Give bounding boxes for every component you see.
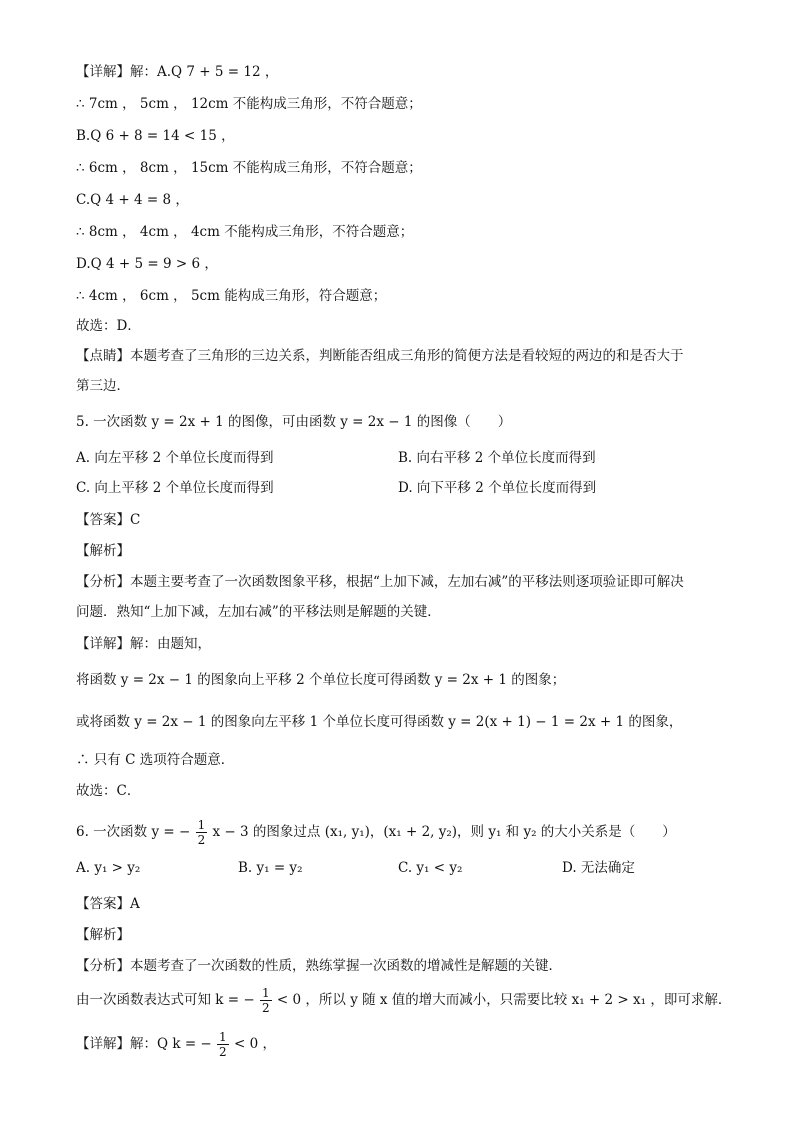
q6-option-c: C. y₁ < y₂ xyxy=(398,860,463,876)
q6-analysis-cont xyxy=(76,986,731,1015)
q5-option-c: C. 向上平移 2 个单位长度而得到 xyxy=(76,480,274,496)
text-line: ∴ 7cm ， 5cm ， 12cm 不能构成三角形，不符合题意； xyxy=(76,96,422,112)
fraction-numerator: 1 xyxy=(261,986,270,1000)
fraction-denominator: 2 xyxy=(219,1045,227,1059)
q5-analysis-heading: 【解析】 xyxy=(76,543,130,559)
text-line: B.Q 6 + 8 = 14 < 15 ， xyxy=(76,128,235,144)
q6-detail xyxy=(76,1030,276,1059)
q5-analysis-cont: 问题．熟知“上加下减，左加右减”的平移法则是解题的关键． xyxy=(76,604,441,620)
q6-detail-post: < 0 ， xyxy=(233,1036,276,1052)
text-line: D.Q 4 + 5 = 9 > 6 ， xyxy=(76,256,218,272)
fraction xyxy=(196,818,208,847)
q6-analysis-heading: 【解析】 xyxy=(76,927,130,943)
q5-detail: 【详解】解：由题知， xyxy=(76,636,211,652)
q5-option-b: B. 向右平移 2 个单位长度而得到 xyxy=(398,450,596,466)
question-6-stem xyxy=(76,818,676,847)
question-5-stem: 5. 一次函数 y = 2x + 1 的图像，可由函数 y = 2x − 1 的图像（ ） xyxy=(76,414,512,430)
text-line: 第三边． xyxy=(76,378,130,394)
q5-step: 故选：C． xyxy=(76,783,141,799)
q6-stem-pre: 6. 一次函数 y = − xyxy=(76,824,191,840)
q6-stem-post: x − 3 的图象过点 (x₁, y₁)，(x₁ + 2, y₂)，则 y₁ 和 y₂ 的大小关系是（ ） xyxy=(212,824,676,840)
text-line: C.Q 4 + 4 = 8 ， xyxy=(76,192,189,208)
q5-option-a: A. 向左平移 2 个单位长度而得到 xyxy=(76,450,274,466)
fraction-denominator: 2 xyxy=(261,1001,270,1015)
q5-analysis: 【分析】本题主要考查了一次函数图象平移，根据“上加下减，左加右减”的平移法则逐项验证即可解决 xyxy=(76,574,684,590)
text-line: ∴ 4cm ， 6cm ， 5cm 能构成三角形，符合题意； xyxy=(76,288,387,304)
q5-answer: 【答案】C xyxy=(76,512,141,528)
q6-option-d: D. 无法确定 xyxy=(562,860,635,876)
text-line: 【详解】解：A.Q 7 + 5 = 12 ， xyxy=(76,64,279,80)
q5-step: ∴ 只有 C 选项符合题意． xyxy=(76,752,235,768)
q6-option-a: A. y₁ > y₂ xyxy=(76,860,141,876)
q6-k-post: < 0 ，所以 y 随 x 值的增大而减小，只需要比较 x₁ + 2 > x₁ ，即可求解． xyxy=(276,992,732,1008)
q5-step: 将函数 y = 2x − 1 的图象向上平移 2 个单位长度可得函数 y = 2x + 1 的图象； xyxy=(76,672,566,688)
fraction-denominator: 2 xyxy=(197,833,206,847)
q5-option-d: D. 向下平移 2 个单位长度而得到 xyxy=(398,480,597,496)
fraction xyxy=(217,1030,229,1059)
fraction xyxy=(260,986,272,1015)
q6-analysis: 【分析】本题考查了一次函数的性质，熟练掌握一次函数的增减性是解题的关键． xyxy=(76,958,562,974)
text-line: 故选：D． xyxy=(76,318,141,334)
q6-answer: 【答案】A xyxy=(76,896,140,912)
q6-option-b: B. y₁ = y₂ xyxy=(238,860,303,876)
fraction-numerator: 1 xyxy=(197,818,206,832)
text-line: ∴ 6cm ， 8cm ， 15cm 不能构成三角形，不符合题意； xyxy=(76,160,422,176)
text-line: 【点睛】本题考查了三角形的三边关系，判断能否组成三角形的简便方法是看较短的两边的和是否大于 xyxy=(76,348,684,364)
q6-detail-pre: 【详解】解：Q k = − xyxy=(76,1036,212,1052)
text-line: ∴ 8cm ， 4cm ， 4cm 不能构成三角形，不符合题意； xyxy=(76,224,414,240)
fraction-numerator: 1 xyxy=(219,1030,227,1044)
q5-step: 或将函数 y = 2x − 1 的图象向左平移 1 个单位长度可得函数 y = 2(x + 1) − 1 = 2x + 1 的图象， xyxy=(76,714,683,730)
q6-k-pre: 由一次函数表达式可知 k = − xyxy=(76,992,255,1008)
